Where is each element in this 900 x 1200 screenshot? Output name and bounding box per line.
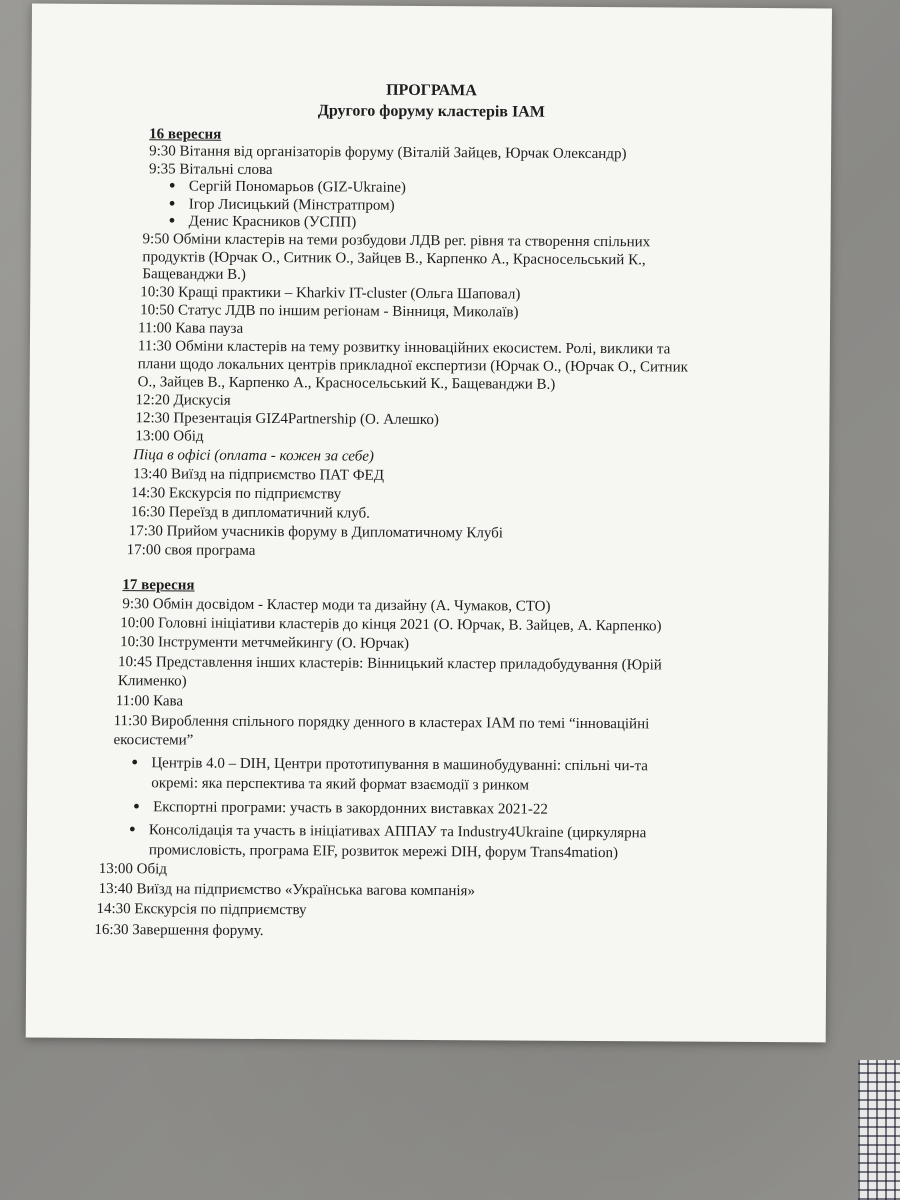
schedule-item-cont: продуктів (Юрчак О., Ситник О., Зайцев В., Карпенко А., Красносельський К., [142, 249, 646, 269]
schedule-item: 9:30 Вітання від організаторів форуму (Віталій Зайцев, Юрчак Олександр) [149, 143, 627, 163]
speaker-item: ● Сергій Пономарьов (GIZ-Ukraine) [189, 179, 406, 197]
schedule-item: 13:00 Обід [98, 860, 167, 878]
schedule-item: 14:30 Екскурсія по підприємству [130, 485, 342, 503]
topic-item: ● Центрів 4.0 – DIH, Центри прототипування в машинобудуванні: спільні чи-та [151, 755, 648, 775]
schedule-item: 11:00 Кава [115, 693, 184, 710]
schedule-item-cont: плани щодо локальних центрів прикладної експертизи (Юрчак О., (Юрчак О., Ситник [137, 356, 688, 376]
schedule-item: 11:30 Обміни кластерів на тему розвитку інноваційних екосистем. Ролі, виклики та [137, 338, 671, 358]
schedule-item: 12:30 Презентація GIZ4Partnership (О. Алешко) [135, 410, 439, 429]
topic-item: ● Консолідація та участь в ініціативах АППАУ та Industry4Ukraine (циркулярна [149, 822, 646, 842]
schedule-item: 17:00 своя програма [126, 542, 256, 559]
schedule-item: 10:45 Представлення інших кластерів: Вінницький кластер приладобудування (Юрій [117, 654, 662, 674]
schedule-item: 13:40 Виїзд на підприємство ПАТ ФЕД [133, 466, 385, 484]
topic-item: ● Експортні програми: участь в закордонних виставках 2021-22 [153, 799, 548, 818]
schedule-item: 9:35 Вітальні слова [148, 161, 273, 179]
schedule-item: 9:30 Обмін досвідом - Кластер моди та дизайну (А. Чумаков, СТО) [122, 596, 551, 615]
schedule-item: 13:40 Виїзд на підприємство «Українська вагова компанія» [98, 880, 476, 900]
schedule-item: 10:50 Статус ЛДВ по іншим регіонам - Вінниця, Миколаїв) [140, 302, 519, 321]
speaker-item: ● Ігор Лисицький (Мінстратпром) [189, 197, 395, 215]
schedule-item: 10:00 Головні ініціативи кластерів до кінця 2021 (О. Юрчак, В. Зайцев, А. Карпенко) [120, 615, 662, 635]
topic-item-cont: промисловість, програма EIF, розвиток мережі DIH, форум Trans4mation) [148, 842, 619, 862]
schedule-note: Піца в офісі (оплата - кожен за себе) [133, 447, 375, 465]
document-subtitle: Другого форуму кластерів IAM [317, 102, 545, 121]
document-title: ПРОГРАМА [386, 81, 477, 100]
schedule-item: 17:30 Прийом учасників форуму в Дипломатичному Клубі [128, 523, 504, 542]
paper-sheet [26, 4, 832, 1043]
topic-item-cont: окремі: яка перспектива та який формат взаємодії з ринком [151, 775, 530, 794]
checkered-cloth [858, 1060, 900, 1200]
schedule-item: 10:30 Кращі практики – Kharkiv IT-cluster (Ольга Шаповал) [140, 284, 521, 303]
schedule-item-cont: екосистеми” [113, 732, 194, 749]
schedule-item: 16:30 Завершення форуму. [94, 921, 264, 939]
schedule-item: 16:30 Переїзд в дипломатичний клуб. [130, 504, 371, 522]
schedule-item: 11:30 Вироблення спільного порядку денного в кластерах IAM по темі “інноваційні [113, 713, 650, 733]
speaker-item: ● Денис Красников (УСПП) [189, 214, 357, 232]
day1-date: 16 вересня [149, 126, 222, 143]
schedule-item-cont: Бащеванджи В.) [142, 266, 246, 283]
program-document [26, 4, 832, 1043]
day2-date: 17 вересня [122, 577, 195, 594]
schedule-item: 10:30 Інструменти метчмейкингу (О. Юрчак) [120, 634, 410, 652]
schedule-item-cont: О., Зайцев В., Карпенко А., Красносельський К., Бащеванджи В.) [137, 374, 556, 393]
schedule-item: 14:30 Екскурсія по підприємству [96, 900, 307, 919]
schedule-item: 11:00 Кава пауза [137, 320, 244, 337]
schedule-item: 12:20 Дискусія [135, 392, 231, 409]
schedule-item-cont: Клименко) [117, 673, 187, 690]
schedule-item: 9:50 Обміни кластерів на теми розбудови ЛДВ рег. рівня та створення спільних [142, 231, 651, 251]
schedule-item: 13:00 Обід [135, 428, 204, 445]
